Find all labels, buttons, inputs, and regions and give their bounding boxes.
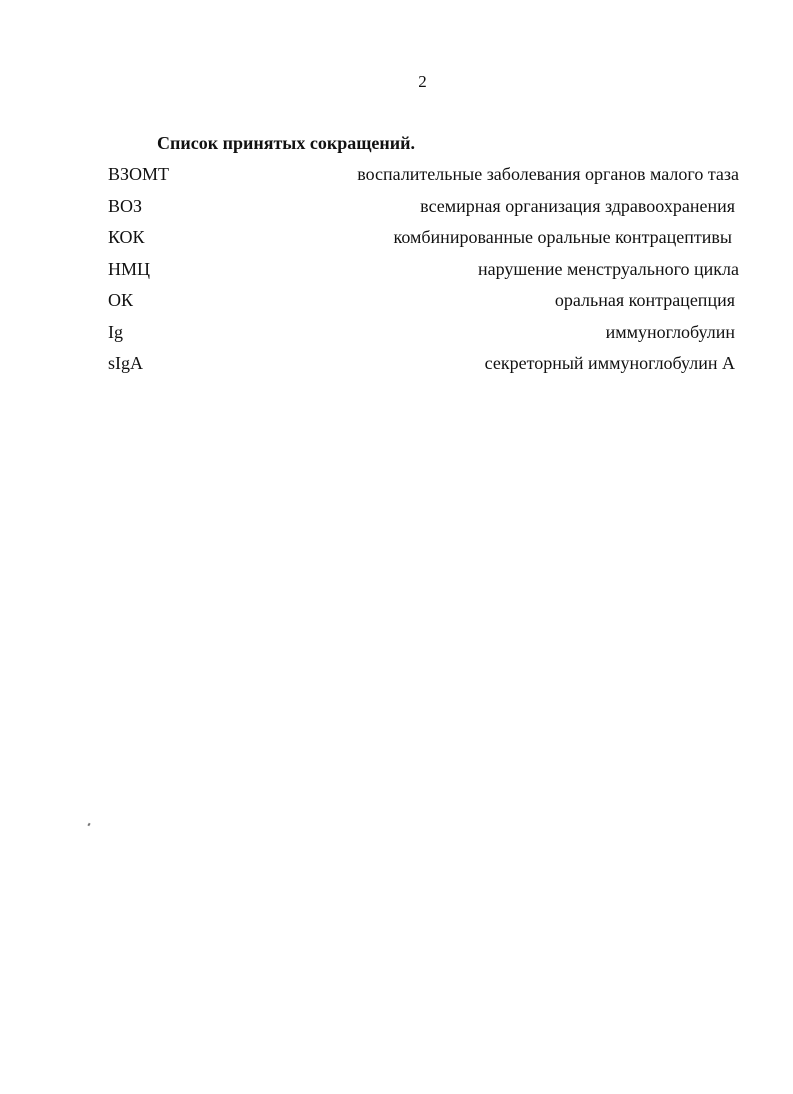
abbreviation-term: КОК [108, 227, 145, 247]
list-item [0, 290, 793, 322]
abbreviation-definition: воспалительные заболевания органов малого таза [357, 164, 739, 184]
list-item [0, 322, 793, 354]
abbreviation-definition: иммуноглобулин [605, 321, 735, 342]
list-item [0, 164, 793, 196]
abbreviation-definition: всемирная организация здравоохранения [420, 195, 735, 216]
abbreviation-term: ОК [108, 290, 134, 310]
abbreviation-definition: комбинированные оральные контрацептивы [393, 227, 732, 247]
list-item [0, 353, 793, 385]
page-number: 2 [418, 72, 427, 91]
abbreviation-list [0, 164, 793, 385]
abbreviation-definition: нарушение менструального цикла [478, 258, 739, 279]
abbreviation-term: Ig [108, 321, 123, 342]
abbreviation-definition: секреторный иммуноглобулин А [484, 353, 735, 373]
page-title: Список принятых сокращений. [157, 133, 416, 153]
abbreviation-term: НМЦ [108, 258, 151, 279]
abbreviation-term: ВЗОМТ [108, 164, 170, 184]
list-item [0, 227, 793, 259]
abbreviation-definition: оральная контрацепция [554, 290, 735, 310]
abbreviation-term: sIgA [108, 353, 143, 373]
list-item [0, 196, 793, 228]
abbreviation-term: ВОЗ [108, 195, 143, 216]
scan-speck [87, 823, 90, 827]
list-item [0, 259, 793, 291]
